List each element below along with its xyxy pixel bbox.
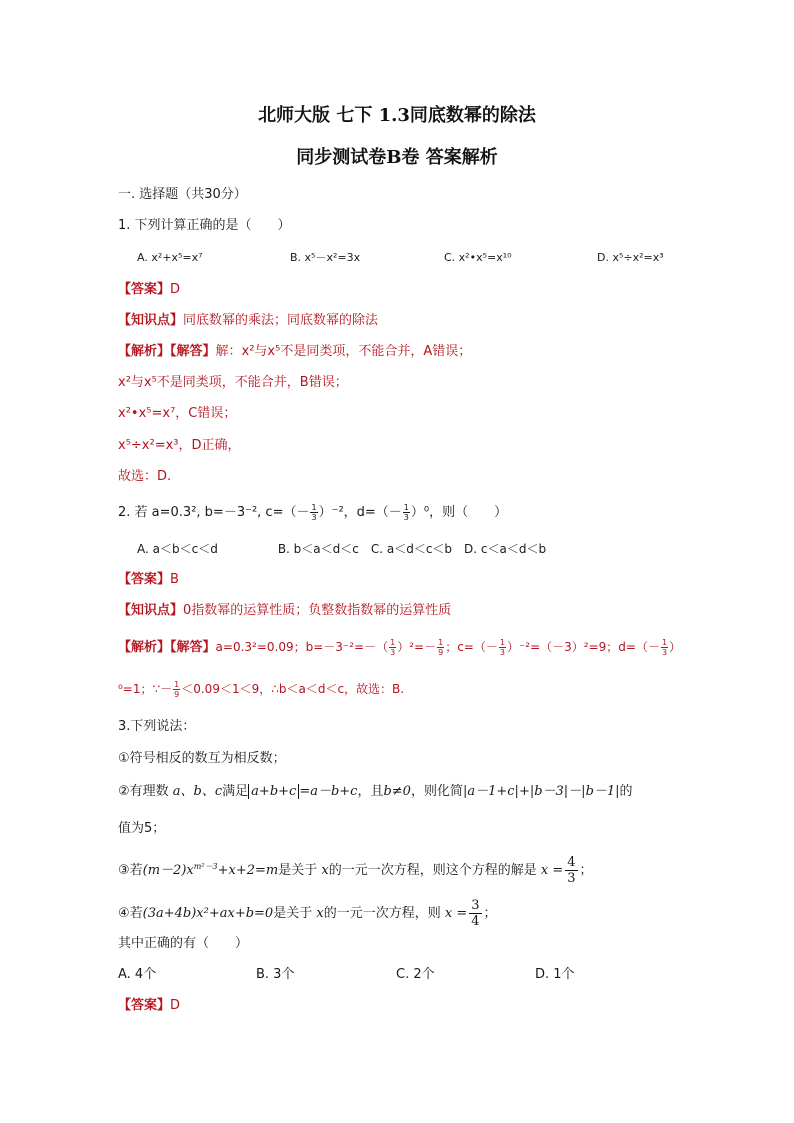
- q3-item4-text2: 是关于: [273, 906, 313, 921]
- q1-sol-line3: x²•x⁵=x⁷，C错误；: [118, 406, 237, 421]
- analysis-label: 【解析】: [118, 344, 171, 359]
- q3-item4-end: ；: [483, 906, 497, 921]
- q3-item2-text4: ，则化简: [410, 784, 463, 799]
- q3-stem: 3.下列说法：: [118, 719, 196, 734]
- fraction-numerator: 1: [499, 638, 505, 647]
- q3-item3-exponent: m²－3: [193, 862, 218, 871]
- fraction-denominator: 3: [311, 513, 317, 522]
- fraction-numerator: 1: [661, 638, 668, 647]
- q2-sol-part4: ）⁻²=（－3）²=9；d=（－: [506, 640, 660, 654]
- q3-item2-text3: ，且: [357, 784, 384, 799]
- q3-option-d: D. 1个: [535, 967, 575, 982]
- q2-sol-part7: ＜0.09＜1＜9，∴b＜a＜d＜c，故选：B.: [181, 682, 405, 696]
- q3-answer-value: D: [170, 998, 181, 1013]
- solution-label: 【解答】: [170, 640, 216, 655]
- q3-item2-text1: ②有理数: [118, 784, 169, 799]
- answer-label: 【答案】: [118, 572, 171, 587]
- q3-item3-end: ；: [579, 863, 593, 878]
- q2-stem-part3: ）⁰，则（ ）: [410, 505, 508, 520]
- q3-item3-text2: 是关于: [278, 863, 318, 878]
- analysis-label: 【解析】: [118, 640, 171, 655]
- fraction-denominator: 3: [567, 871, 576, 886]
- q3-item2-cond: b≠0: [383, 784, 411, 799]
- solution-label: 【解答】: [170, 344, 216, 359]
- q2-knowledge-text: 0指数幂的运算性质；负整数指数幂的运算性质: [183, 603, 452, 618]
- q3-item3-sol: x =: [540, 863, 564, 878]
- q2-sol-fraction-1: [389, 638, 396, 657]
- q3-item4-fraction: [469, 898, 481, 929]
- q3-item4: [118, 898, 497, 929]
- fraction-denominator: 3: [499, 648, 505, 657]
- q1-answer: [118, 281, 180, 299]
- q1-solution: [118, 343, 471, 361]
- q3-item4-sol: x =: [444, 906, 468, 921]
- q3-item2-vars: a、b、c: [172, 784, 223, 799]
- q1-option-a: A. x²+x⁵=x⁷: [137, 251, 203, 264]
- q3-item1: ①符号相反的数互为相反数；: [118, 751, 286, 766]
- q2-sol-part5: ）: [669, 640, 682, 654]
- q3-item4-text3: 的一元一次方程，则: [323, 906, 441, 921]
- q2-sol-part1: a=0.3²=0.09；b=－3⁻²=－（: [215, 640, 389, 654]
- q2-answer-value: B: [170, 572, 179, 587]
- q3-item2: [118, 783, 633, 801]
- q3-item2-text2: 满足: [222, 784, 249, 799]
- fraction-numerator: 1: [390, 638, 396, 647]
- q3-item3-text3: 的一元一次方程，则这个方程的解是: [328, 863, 537, 878]
- q3-option-b: B. 3个: [256, 967, 295, 982]
- q2-sol-fraction-3: [499, 638, 506, 657]
- q2-sol-fraction-4: [661, 638, 668, 657]
- q1-option-c: C. x²•x⁵=x¹⁰: [444, 251, 512, 264]
- q2-sol-fraction-5: [173, 680, 180, 699]
- fraction-numerator: 1: [403, 503, 409, 512]
- q2-sol-part6: ⁰=1；∵－: [118, 682, 173, 696]
- q3-item2-eq: =a－b+c: [299, 784, 358, 799]
- q2-options: A. a＜b＜c＜d B. b＜a＜d＜c C. a＜d＜c＜b D. c＜a＜d＜b: [137, 542, 547, 556]
- q1-knowledge: [118, 312, 378, 330]
- q2-answer: [118, 571, 179, 589]
- answer-label: 【答案】: [118, 282, 171, 297]
- q2-sol-part2: ）²=－: [397, 640, 437, 654]
- q3-item2-cont: 值为5；: [118, 821, 166, 836]
- q2-solution: [118, 638, 681, 657]
- q2-stem: [118, 503, 507, 522]
- q2-sol-fraction-2: [437, 638, 444, 657]
- q1-option-d: D. x⁵÷x²=x³: [597, 251, 664, 264]
- q3-option-a: A. 4个: [118, 967, 157, 982]
- q2-stem-part1: 2. 若 a=0.3², b=－3⁻², c=（－: [118, 505, 310, 520]
- answer-label: 【答案】: [118, 998, 171, 1013]
- q3-item3-eq1: (m－2)x: [142, 863, 194, 878]
- q2-sol-part3: ；c=（－: [445, 640, 498, 654]
- q3-item2-abs: a+b+c: [248, 784, 299, 799]
- q3-item2-expr: |a－1+c|+|b－3|－|b－1|: [462, 784, 620, 799]
- fraction-numerator: 1: [174, 680, 180, 689]
- q1-stem: 1. 下列计算正确的是（ ）: [118, 218, 291, 233]
- fraction-denominator: 4: [471, 914, 480, 929]
- q3-option-c: C. 2个: [396, 967, 435, 982]
- q2-fraction-c: [310, 503, 317, 522]
- q3-question: 其中正确的有（ ）: [118, 936, 249, 951]
- q1-knowledge-text: 同底数幂的乘法；同底数幂的除法: [183, 313, 379, 328]
- fraction-denominator: 3: [403, 513, 409, 522]
- fraction-denominator: 9: [174, 690, 180, 699]
- q1-option-b: B. x⁵－x²=3x: [290, 251, 361, 264]
- knowledge-label: 【知识点】: [118, 603, 184, 618]
- doc-title-line2: 同步测试卷B卷 答案解析: [296, 147, 498, 168]
- q2-fraction-d: [403, 503, 410, 522]
- fraction-denominator: 3: [661, 648, 668, 657]
- q3-item3: [118, 855, 593, 886]
- fraction-denominator: 3: [390, 648, 396, 657]
- q3-answer: [118, 997, 180, 1015]
- q3-item4-eq: (3a+4b)x²+ax+b=0: [142, 906, 274, 921]
- fraction-numerator: 1: [438, 638, 444, 647]
- q1-answer-value: D: [170, 282, 181, 297]
- q1-sol-line1: 解：x²与x⁵不是同类项，不能合并，A错误；: [215, 344, 472, 359]
- q1-sol-line5: 故选：D.: [118, 469, 172, 484]
- q3-item3-eq2: +x+2=m: [217, 863, 279, 878]
- q3-item3-var: x: [321, 863, 329, 878]
- section-heading: 一. 选择题（共30分）: [118, 187, 247, 202]
- q1-sol-line4: x⁵÷x²=x³，D正确，: [118, 438, 241, 453]
- fraction-numerator: 1: [311, 503, 317, 512]
- q3-item4-var: x: [316, 906, 324, 921]
- q2-stem-part2: ）⁻²，d=（－: [318, 505, 402, 520]
- fraction-numerator: 3: [471, 898, 480, 913]
- q3-item4-text1: ④若: [118, 906, 143, 921]
- q3-item2-text5: 的: [619, 784, 633, 799]
- fraction-denominator: 9: [438, 648, 444, 657]
- q3-item3-text1: ③若: [118, 863, 143, 878]
- q2-knowledge: [118, 602, 451, 620]
- doc-title-line1: 北师大版 七下 1.3同底数幂的除法: [258, 105, 536, 126]
- knowledge-label: 【知识点】: [118, 313, 184, 328]
- q1-sol-line2: x²与x⁵不是同类项，不能合并，B错误；: [118, 375, 348, 390]
- q2-sol-line2: [118, 680, 404, 699]
- q3-item3-fraction: [565, 855, 577, 886]
- fraction-numerator: 4: [567, 855, 576, 870]
